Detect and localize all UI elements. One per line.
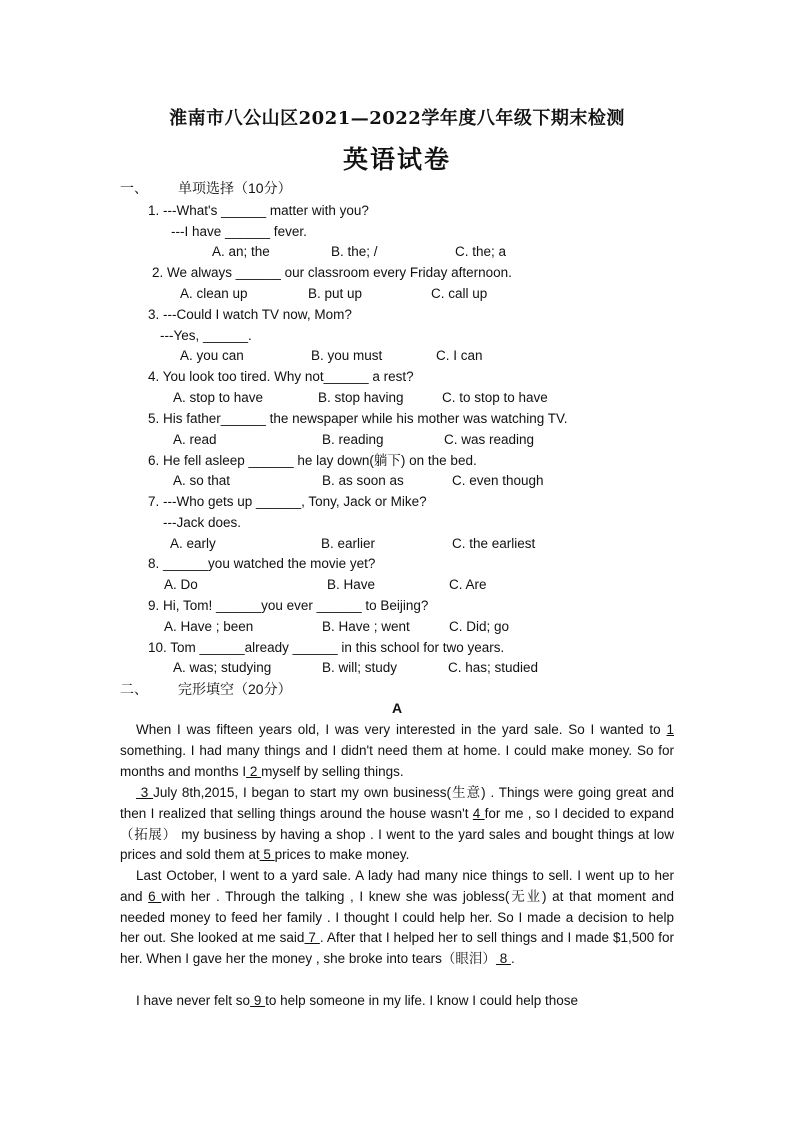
section-1-number: 一、 [120, 180, 148, 196]
question-2-line-1: 2. We always ______ our classroom every Friday afternoon. [152, 265, 512, 280]
question-7-option-a: A. early [170, 536, 216, 551]
question-1-option-b: B. the; / [331, 244, 378, 259]
question-9-option-b: B. Have ; went [322, 619, 410, 634]
p2-text-2: for me , so I decided to expand （拓展） my business by having a shop . I went to the yard sales and bought things at low prices and sold them at [120, 805, 674, 863]
question-3-line-2: ---Yes, ______. [160, 328, 252, 343]
question-6-line-1: 6. He fell asleep ______ he lay down(躺下) on the bed. [148, 453, 477, 468]
passage-paragraph-2 [120, 783, 674, 866]
question-8-option-c: C. Are [449, 577, 487, 592]
section-1-heading [120, 178, 292, 198]
p4-text-1: I have never felt so [136, 993, 251, 1008]
exam-subtitle: 英语试卷 [342, 145, 451, 174]
question-6-option-a: A. so that [173, 473, 231, 488]
question-7-option-c: C. the earliest [452, 536, 536, 551]
blank-3[interactable]: 3 [136, 785, 154, 800]
p3-text-1: Last October, I went to a yard sale. A lady had many nice things to sell. I went up to her and [120, 868, 674, 904]
passage-paragraph-3 [120, 866, 674, 970]
question-3-option-c: C. I can [436, 348, 483, 363]
blank-8[interactable]: 8 [495, 951, 511, 967]
question-7-line-2: ---Jack does. [163, 515, 242, 530]
question-1-line-1: 1. ---What's ______ matter with you? [148, 203, 369, 218]
p2-text-1: July 8th,2015, I began to start my own business(生意) . Things were going great and then I realized that selling things around the house wasn't [120, 785, 674, 821]
question-10-option-c: C. has; studied [448, 660, 539, 675]
question-9-option-c: C. Did; go [449, 619, 510, 634]
section-2-heading [120, 679, 292, 699]
question-10-line-1: 10. Tom ______already ______ in this school for two years. [148, 640, 505, 655]
question-5-option-b: B. reading [322, 432, 384, 447]
p1-text-2: something. I had many things and I didn't need them at home. I could make money. So for months and months I [120, 742, 674, 779]
question-3-option-b: B. you must [311, 348, 383, 363]
question-2-option-a: A. clean up [180, 286, 248, 301]
question-4-option-c: C. to stop to have [442, 390, 548, 405]
question-9-option-a: A. Have ; been [164, 619, 254, 634]
question-7-line-1: 7. ---Who gets up ______, Tony, Jack or Mike? [148, 494, 427, 509]
p3-text-3: . After that I helped her to sell things and I made $1,500 for her. When I gave her the money , she broke into tears（眼泪） [120, 930, 674, 967]
blank-2[interactable]: 2 [246, 763, 262, 779]
question-10-option-b: B. will; study [322, 660, 398, 675]
section-2-title: 完形填空（20分） [178, 681, 292, 697]
section-1-title: 单项选择（10分） [178, 180, 292, 196]
p2-text-3: prices to make money. [274, 847, 410, 863]
blank-7[interactable]: 7 [304, 930, 320, 946]
p3-text-2: with her . Through the talking , I knew she was jobless(无业) at that moment and needed money to feed her family . I thought I could help her. So I made a decision to help her out. She looked at me said [120, 888, 674, 946]
question-5-option-a: A. read [173, 432, 217, 447]
question-9-line-1: 9. Hi, Tom! ______you ever ______ to Beijing? [148, 598, 429, 613]
question-4-line-1: 4. You look too tired. Why not______ a rest? [148, 369, 414, 384]
question-2-option-b: B. put up [308, 286, 363, 301]
question-2-option-c: C. call up [431, 286, 488, 301]
question-3-line-1: 3. ---Could I watch TV now, Mom? [148, 307, 352, 322]
question-3-option-a: A. you can [180, 348, 244, 363]
question-6-option-c: C. even though [452, 473, 544, 488]
blank-1[interactable]: 1 [666, 722, 674, 737]
p1-text-3: myself by selling things. [261, 763, 404, 779]
exam-title: 淮南市八公山区2021—2022学年度八年级下期末检测 [169, 108, 625, 129]
p4-text-2: to help someone in my life. I know I could help those [265, 993, 579, 1008]
question-7-option-b: B. earlier [321, 536, 376, 551]
passage-paragraph-1 [120, 720, 674, 782]
section-2-number: 二、 [120, 681, 148, 697]
passage-paragraph-4 [120, 991, 674, 1012]
blank-4[interactable]: 4 [472, 805, 485, 821]
question-8-option-b: B. Have [327, 577, 376, 592]
question-4-option-a: A. stop to have [173, 390, 264, 405]
question-8-line-1: 8. ______you watched the movie yet? [148, 556, 376, 571]
question-1-option-a: A. an; the [212, 244, 270, 259]
blank-9[interactable]: 9 [250, 993, 266, 1008]
question-8-option-a: A. Do [164, 577, 198, 592]
question-5-line-1: 5. His father______ the newspaper while his mother was watching TV. [148, 411, 568, 426]
question-10-option-a: A. was; studying [173, 660, 272, 675]
question-6-option-b: B. as soon as [322, 473, 404, 488]
passage-heading: A [391, 700, 403, 716]
blank-5[interactable]: 5 [259, 847, 275, 863]
question-5-option-c: C. was reading [444, 432, 535, 447]
question-1-line-2: ---I have ______ fever. [171, 224, 307, 239]
p1-text-1: When I was fifteen years old, I was very interested in the yard sale. So I wanted to [136, 722, 661, 737]
question-1-option-c: C. the; a [455, 244, 507, 259]
blank-6[interactable]: 6 [148, 888, 162, 904]
p3-text-4: . [510, 951, 515, 967]
question-4-option-b: B. stop having [318, 390, 404, 405]
